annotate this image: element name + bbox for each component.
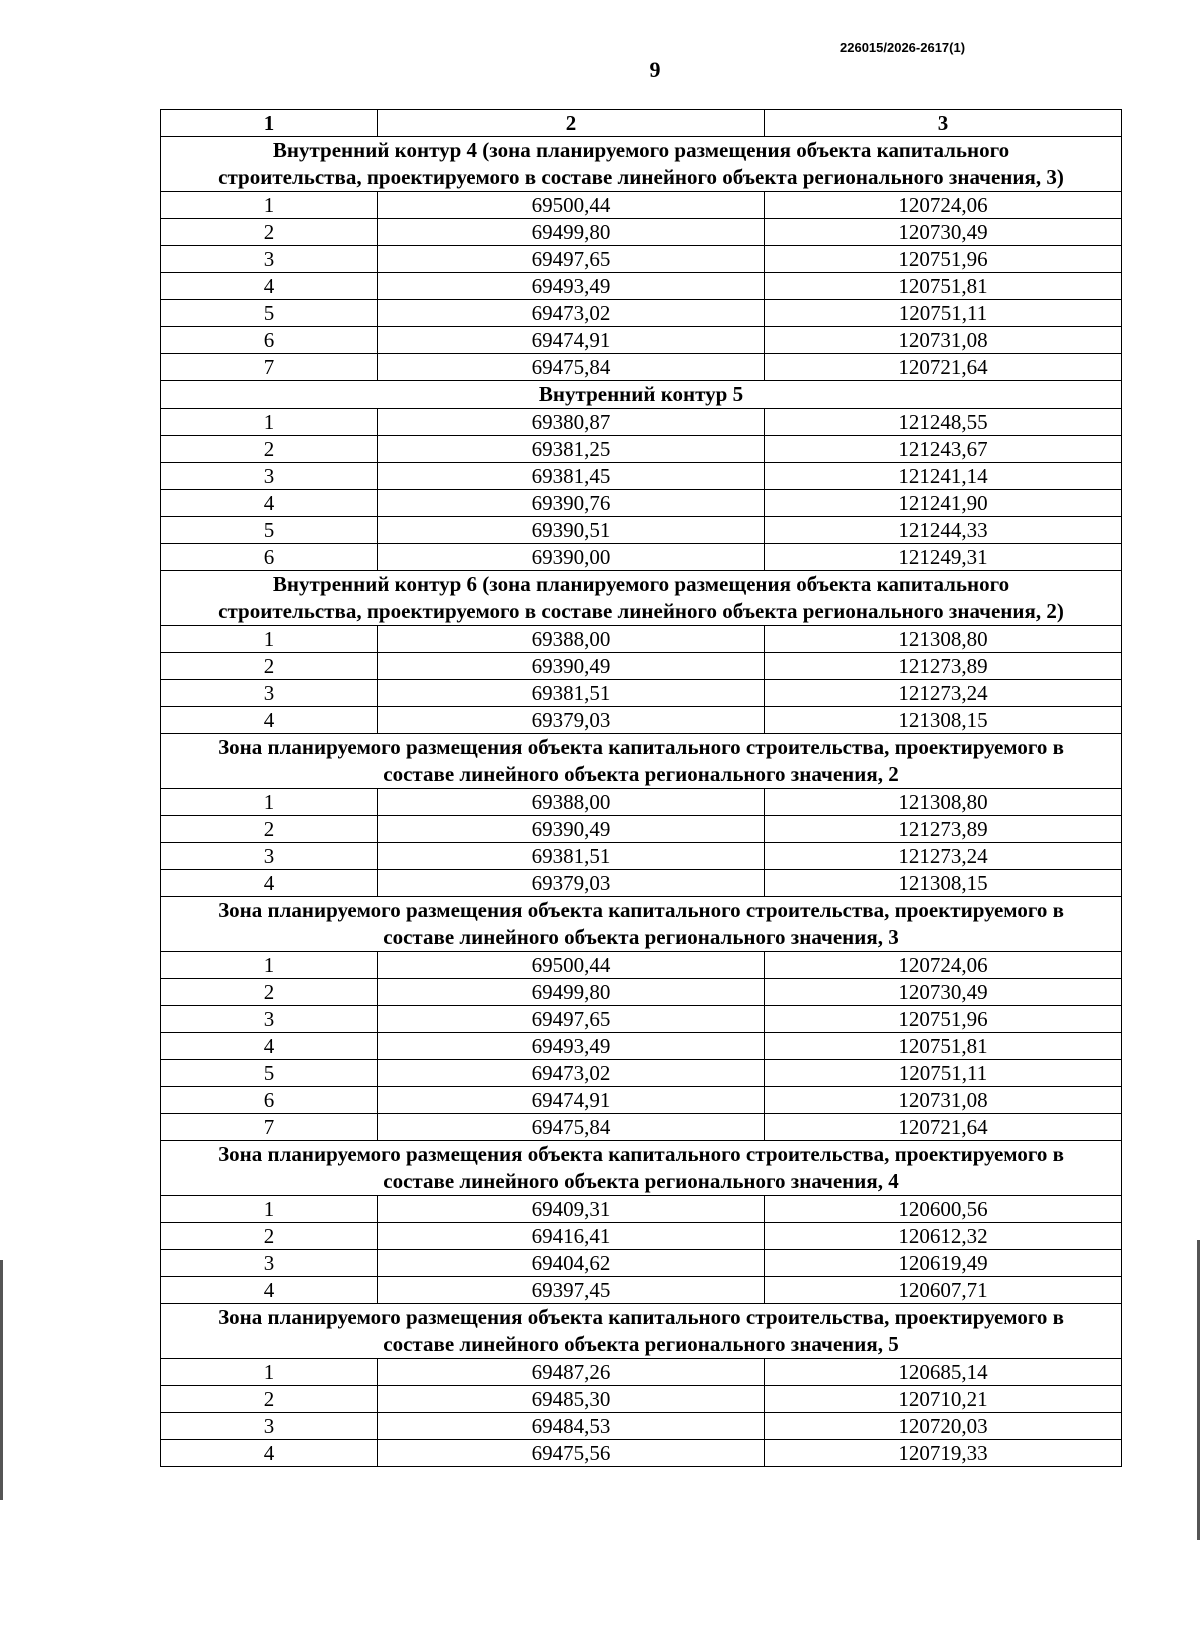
x-coordinate-cell: 69404,62	[378, 1250, 765, 1277]
table-row	[161, 707, 1122, 734]
x-coordinate-cell: 69485,30	[378, 1386, 765, 1413]
table-row	[161, 1386, 1122, 1413]
y-coordinate-cell: 120751,81	[765, 1033, 1122, 1060]
x-coordinate-cell: 69390,49	[378, 816, 765, 843]
x-coordinate-cell: 69409,31	[378, 1196, 765, 1223]
section-title-row	[161, 897, 1122, 952]
point-number-cell: 6	[161, 327, 378, 354]
x-coordinate-cell: 69381,51	[378, 843, 765, 870]
table-row	[161, 354, 1122, 381]
section-title-row	[161, 571, 1122, 626]
point-number-cell: 4	[161, 1440, 378, 1467]
y-coordinate-cell: 121249,31	[765, 544, 1122, 571]
section-title-row	[161, 734, 1122, 789]
page-number: 9	[649, 57, 661, 82]
x-coordinate-cell: 69497,65	[378, 246, 765, 273]
point-number-cell: 6	[161, 1087, 378, 1114]
y-coordinate-cell: 121308,80	[765, 789, 1122, 816]
point-number-cell: 1	[161, 409, 378, 436]
table-row	[161, 653, 1122, 680]
x-coordinate-cell: 69397,45	[378, 1277, 765, 1304]
table-row	[161, 463, 1122, 490]
section-title: Зона планируемого размещения объекта капитального строительства, проектируемого в составе линейного объекта регионального значения, 2	[161, 734, 1122, 789]
y-coordinate-cell: 121241,14	[765, 463, 1122, 490]
x-coordinate-cell: 69500,44	[378, 952, 765, 979]
y-coordinate-cell: 120720,03	[765, 1413, 1122, 1440]
table-row	[161, 870, 1122, 897]
y-coordinate-cell: 121308,15	[765, 707, 1122, 734]
section-title-row	[161, 137, 1122, 192]
table-row	[161, 300, 1122, 327]
y-coordinate-cell: 121273,24	[765, 680, 1122, 707]
point-number-cell: 2	[161, 1386, 378, 1413]
point-number-cell: 5	[161, 517, 378, 544]
y-coordinate-cell: 120685,14	[765, 1359, 1122, 1386]
x-coordinate-cell: 69499,80	[378, 979, 765, 1006]
point-number-cell: 2	[161, 653, 378, 680]
point-number-cell: 4	[161, 707, 378, 734]
y-coordinate-cell: 120751,11	[765, 1060, 1122, 1087]
x-coordinate-cell: 69499,80	[378, 219, 765, 246]
x-coordinate-cell: 69474,91	[378, 327, 765, 354]
table-row	[161, 680, 1122, 707]
y-coordinate-cell: 120751,96	[765, 246, 1122, 273]
x-coordinate-cell: 69390,49	[378, 653, 765, 680]
y-coordinate-cell: 121243,67	[765, 436, 1122, 463]
table-row	[161, 490, 1122, 517]
y-coordinate-cell: 120751,11	[765, 300, 1122, 327]
point-number-cell: 1	[161, 1196, 378, 1223]
x-coordinate-cell: 69473,02	[378, 300, 765, 327]
x-coordinate-cell: 69390,76	[378, 490, 765, 517]
table-row	[161, 192, 1122, 219]
x-coordinate-cell: 69381,45	[378, 463, 765, 490]
y-coordinate-cell: 120710,21	[765, 1386, 1122, 1413]
y-coordinate-cell: 121273,24	[765, 843, 1122, 870]
table-row	[161, 843, 1122, 870]
table-row	[161, 273, 1122, 300]
y-coordinate-cell: 120751,96	[765, 1006, 1122, 1033]
table-row	[161, 1440, 1122, 1467]
x-coordinate-cell: 69381,25	[378, 436, 765, 463]
point-number-cell: 3	[161, 1413, 378, 1440]
point-number-cell: 2	[161, 219, 378, 246]
table-row	[161, 1033, 1122, 1060]
point-number-cell: 2	[161, 1223, 378, 1250]
coordinates-table-body	[161, 110, 1122, 1467]
y-coordinate-cell: 121241,90	[765, 490, 1122, 517]
section-title-row	[161, 1141, 1122, 1196]
x-coordinate-cell: 69493,49	[378, 1033, 765, 1060]
y-coordinate-cell: 120600,56	[765, 1196, 1122, 1223]
point-number-cell: 6	[161, 544, 378, 571]
y-coordinate-cell: 120751,81	[765, 273, 1122, 300]
x-coordinate-cell: 69379,03	[378, 707, 765, 734]
x-coordinate-cell: 69500,44	[378, 192, 765, 219]
table-row	[161, 327, 1122, 354]
y-coordinate-cell: 121248,55	[765, 409, 1122, 436]
section-title: Внутренний контур 6 (зона планируемого размещения объекта капитального строительства, проектируемого в составе линейного объекта регионального значения, 2)	[161, 571, 1122, 626]
x-coordinate-cell: 69475,56	[378, 1440, 765, 1467]
x-coordinate-cell: 69475,84	[378, 354, 765, 381]
point-number-cell: 3	[161, 246, 378, 273]
table-row	[161, 436, 1122, 463]
point-number-cell: 1	[161, 192, 378, 219]
table-row	[161, 1060, 1122, 1087]
x-coordinate-cell: 69484,53	[378, 1413, 765, 1440]
point-number-cell: 3	[161, 1006, 378, 1033]
y-coordinate-cell: 120612,32	[765, 1223, 1122, 1250]
point-number-cell: 2	[161, 436, 378, 463]
column-header-1: 1	[161, 110, 378, 137]
y-coordinate-cell: 120607,71	[765, 1277, 1122, 1304]
point-number-cell: 1	[161, 952, 378, 979]
section-title: Внутренний контур 4 (зона планируемого размещения объекта капитального строительства, проектируемого в составе линейного объекта регионального значения, 3)	[161, 137, 1122, 192]
table-row	[161, 1223, 1122, 1250]
y-coordinate-cell: 120721,64	[765, 1114, 1122, 1141]
table-row	[161, 1196, 1122, 1223]
x-coordinate-cell: 69487,26	[378, 1359, 765, 1386]
x-coordinate-cell: 69390,51	[378, 517, 765, 544]
table-row	[161, 517, 1122, 544]
y-coordinate-cell: 121244,33	[765, 517, 1122, 544]
x-coordinate-cell: 69416,41	[378, 1223, 765, 1250]
table-row	[161, 1006, 1122, 1033]
table-row	[161, 544, 1122, 571]
y-coordinate-cell: 120721,64	[765, 354, 1122, 381]
section-title: Зона планируемого размещения объекта капитального строительства, проектируемого в составе линейного объекта регионального значения, 3	[161, 897, 1122, 952]
x-coordinate-cell: 69380,87	[378, 409, 765, 436]
table-row	[161, 1413, 1122, 1440]
x-coordinate-cell: 69388,00	[378, 789, 765, 816]
point-number-cell: 4	[161, 273, 378, 300]
x-coordinate-cell: 69493,49	[378, 273, 765, 300]
y-coordinate-cell: 120724,06	[765, 952, 1122, 979]
point-number-cell: 7	[161, 354, 378, 381]
point-number-cell: 3	[161, 463, 378, 490]
point-number-cell: 3	[161, 1250, 378, 1277]
table-row	[161, 626, 1122, 653]
point-number-cell: 5	[161, 300, 378, 327]
point-number-cell: 3	[161, 843, 378, 870]
x-coordinate-cell: 69497,65	[378, 1006, 765, 1033]
y-coordinate-cell: 120724,06	[765, 192, 1122, 219]
y-coordinate-cell: 120730,49	[765, 219, 1122, 246]
point-number-cell: 4	[161, 1033, 378, 1060]
y-coordinate-cell: 121273,89	[765, 653, 1122, 680]
x-coordinate-cell: 69473,02	[378, 1060, 765, 1087]
section-title: Зона планируемого размещения объекта капитального строительства, проектируемого в составе линейного объекта регионального значения, 4	[161, 1141, 1122, 1196]
section-title: Зона планируемого размещения объекта капитального строительства, проектируемого в составе линейного объекта регионального значения, 5	[161, 1304, 1122, 1359]
y-coordinate-cell: 120719,33	[765, 1440, 1122, 1467]
point-number-cell: 1	[161, 626, 378, 653]
table-row	[161, 246, 1122, 273]
y-coordinate-cell: 120731,08	[765, 327, 1122, 354]
table-row	[161, 816, 1122, 843]
y-coordinate-cell: 120619,49	[765, 1250, 1122, 1277]
table-row	[161, 409, 1122, 436]
section-title-row	[161, 381, 1122, 409]
table-row	[161, 979, 1122, 1006]
table-row	[161, 952, 1122, 979]
x-coordinate-cell: 69474,91	[378, 1087, 765, 1114]
point-number-cell: 4	[161, 490, 378, 517]
x-coordinate-cell: 69390,00	[378, 544, 765, 571]
point-number-cell: 1	[161, 1359, 378, 1386]
x-coordinate-cell: 69475,84	[378, 1114, 765, 1141]
y-coordinate-cell: 121308,80	[765, 626, 1122, 653]
table-header-row	[161, 110, 1122, 137]
column-header-3: 3	[765, 110, 1122, 137]
table-row	[161, 1114, 1122, 1141]
section-title: Внутренний контур 5	[161, 381, 1122, 409]
section-title-row	[161, 1304, 1122, 1359]
table-row	[161, 219, 1122, 246]
document-registration-number: 226015/2026-2617(1)	[840, 40, 966, 55]
point-number-cell: 2	[161, 979, 378, 1006]
point-number-cell: 7	[161, 1114, 378, 1141]
x-coordinate-cell: 69379,03	[378, 870, 765, 897]
y-coordinate-cell: 120731,08	[765, 1087, 1122, 1114]
table-row	[161, 789, 1122, 816]
point-number-cell: 1	[161, 789, 378, 816]
coordinates-table	[160, 109, 1122, 1467]
y-coordinate-cell: 121308,15	[765, 870, 1122, 897]
point-number-cell: 4	[161, 1277, 378, 1304]
point-number-cell: 3	[161, 680, 378, 707]
table-row	[161, 1277, 1122, 1304]
table-row	[161, 1087, 1122, 1114]
table-row	[161, 1250, 1122, 1277]
y-coordinate-cell: 121273,89	[765, 816, 1122, 843]
point-number-cell: 4	[161, 870, 378, 897]
scan-edge-left	[0, 1260, 3, 1500]
x-coordinate-cell: 69388,00	[378, 626, 765, 653]
y-coordinate-cell: 120730,49	[765, 979, 1122, 1006]
x-coordinate-cell: 69381,51	[378, 680, 765, 707]
table-row	[161, 1359, 1122, 1386]
point-number-cell: 5	[161, 1060, 378, 1087]
column-header-2: 2	[378, 110, 765, 137]
point-number-cell: 2	[161, 816, 378, 843]
